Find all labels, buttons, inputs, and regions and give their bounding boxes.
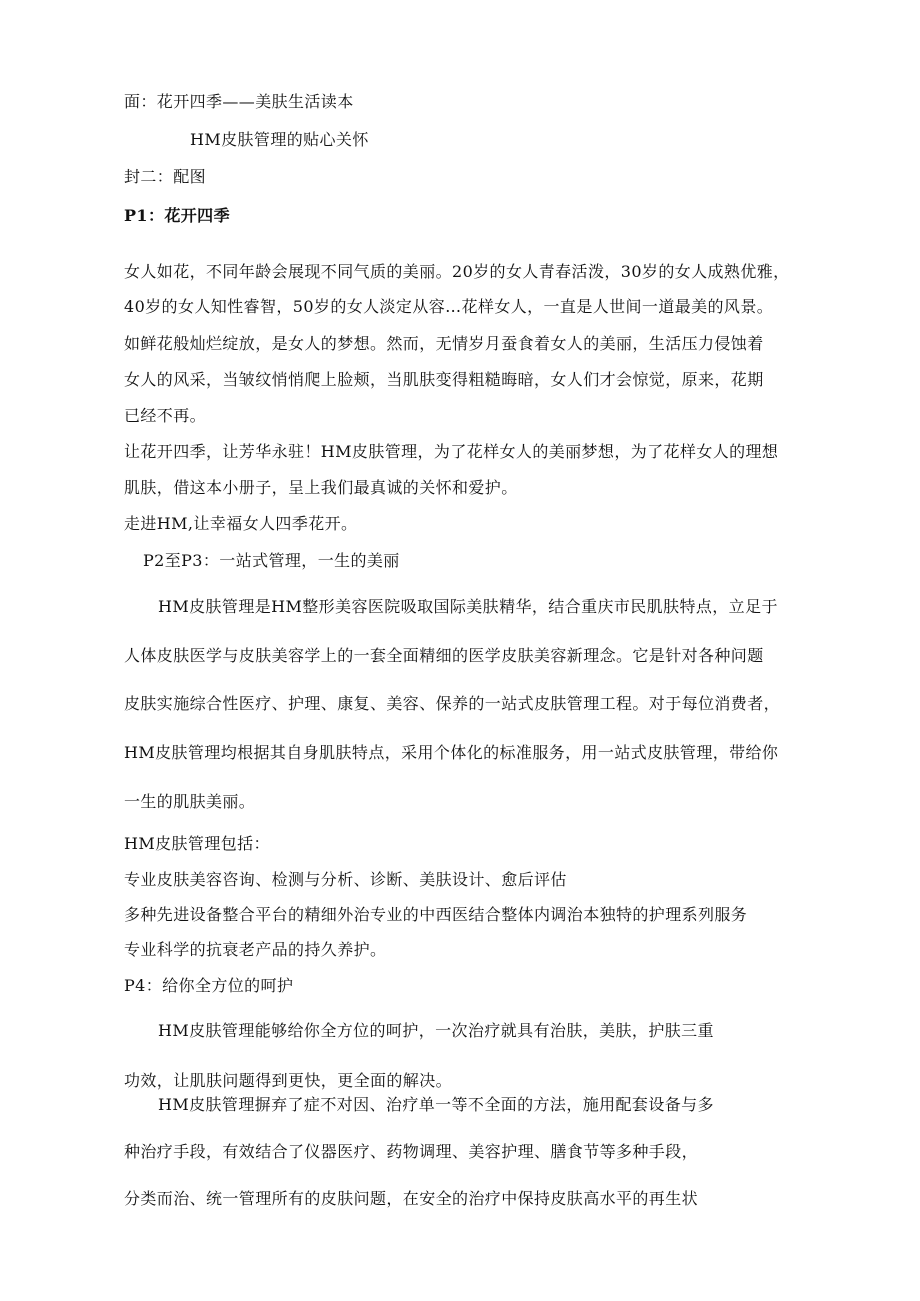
p1-line: 女人如花，不同年龄会展现不同气质的美丽。20岁的女人青春活泼，30岁的女人成熟优雅， <box>124 262 790 281</box>
includes-item: 多种先进设备整合平台的精细外治专业的中西医结合整体内调治本独特的护理系列服务 <box>124 905 748 924</box>
includes-label: HM皮肤管理包括： <box>124 834 270 853</box>
p4-line: 分类而治、统一管理所有的皮肤问题，在安全的治疗中保持皮肤高水平的再生状 <box>124 1189 699 1208</box>
cover-subtitle: HM皮肤管理的贴心关怀 <box>190 130 369 149</box>
cover-title: 面：花开四季——美肤生活读本 <box>124 92 354 111</box>
includes-item: 专业科学的抗衰老产品的持久养护。 <box>124 940 387 959</box>
p1-line: 如鲜花般灿烂绽放，是女人的梦想。然而，无情岁月蚕食着女人的美丽，生活压力侵蚀着 <box>124 334 764 353</box>
p4-line: 功效，让肌肤问题得到更快，更全面的解决。 <box>124 1071 453 1090</box>
p4-heading: P4：给你全方位的呵护 <box>124 976 294 995</box>
p4-line: HM皮肤管理摒弃了症不对因、治疗单一等不全面的方法，施用配套设备与多 <box>158 1095 714 1114</box>
p2-p3-line: HM皮肤管理是HM整形美容医院吸取国际美肤精华，结合重庆市民肌肤特点，立足于 <box>158 597 778 616</box>
inside-cover-note: 封二：配图 <box>124 167 207 186</box>
p1-line: 已经不再。 <box>124 406 207 425</box>
p1-line: 肌肤，借这本小册子，呈上我们最真诚的关怀和爱护。 <box>124 478 518 497</box>
p2-p3-heading: P2至P3：一站式管理，一生的美丽 <box>143 551 400 570</box>
p1-line: 女人的风采，当皱纹悄悄爬上脸颊，当肌肤变得粗糙晦暗，女人们才会惊觉，原来，花期 <box>124 370 764 389</box>
p1-heading: P1：花开四季 <box>124 206 230 225</box>
p4-line: HM皮肤管理能够给你全方位的呵护，一次治疗就具有治肤，美肤，护肤三重 <box>158 1021 714 1040</box>
p2-p3-line: HM皮肤管理均根据其自身肌肤特点，采用个体化的标准服务，用一站式皮肤管理，带给你 <box>124 743 779 762</box>
p1-line: 40岁的女人知性睿智，50岁的女人淡定从容…花样女人，一直是人世间一道最美的风景。 <box>124 297 774 316</box>
includes-item: 专业皮肤美容咨询、检测与分析、诊断、美肤设计、愈后评估 <box>124 870 567 889</box>
p2-p3-line: 一生的肌肤美丽。 <box>124 792 256 811</box>
p2-p3-line: 人体皮肤医学与皮肤美容学上的一套全面精细的医学皮肤美容新理念。它是针对各种问题 <box>124 646 764 665</box>
p4-line: 种治疗手段，有效结合了仪器医疗、药物调理、美容护理、膳食节等多种手段， <box>124 1142 699 1161</box>
p1-line: 让花开四季，让芳华永驻！HM皮肤管理，为了花样女人的美丽梦想，为了花样女人的理想 <box>124 442 779 461</box>
p2-p3-line: 皮肤实施综合性医疗、护理、康复、美容、保养的一站式皮肤管理工程。对于每位消费者， <box>124 694 781 713</box>
p1-line: 走进HM,让幸福女人四季花开。 <box>124 514 358 533</box>
